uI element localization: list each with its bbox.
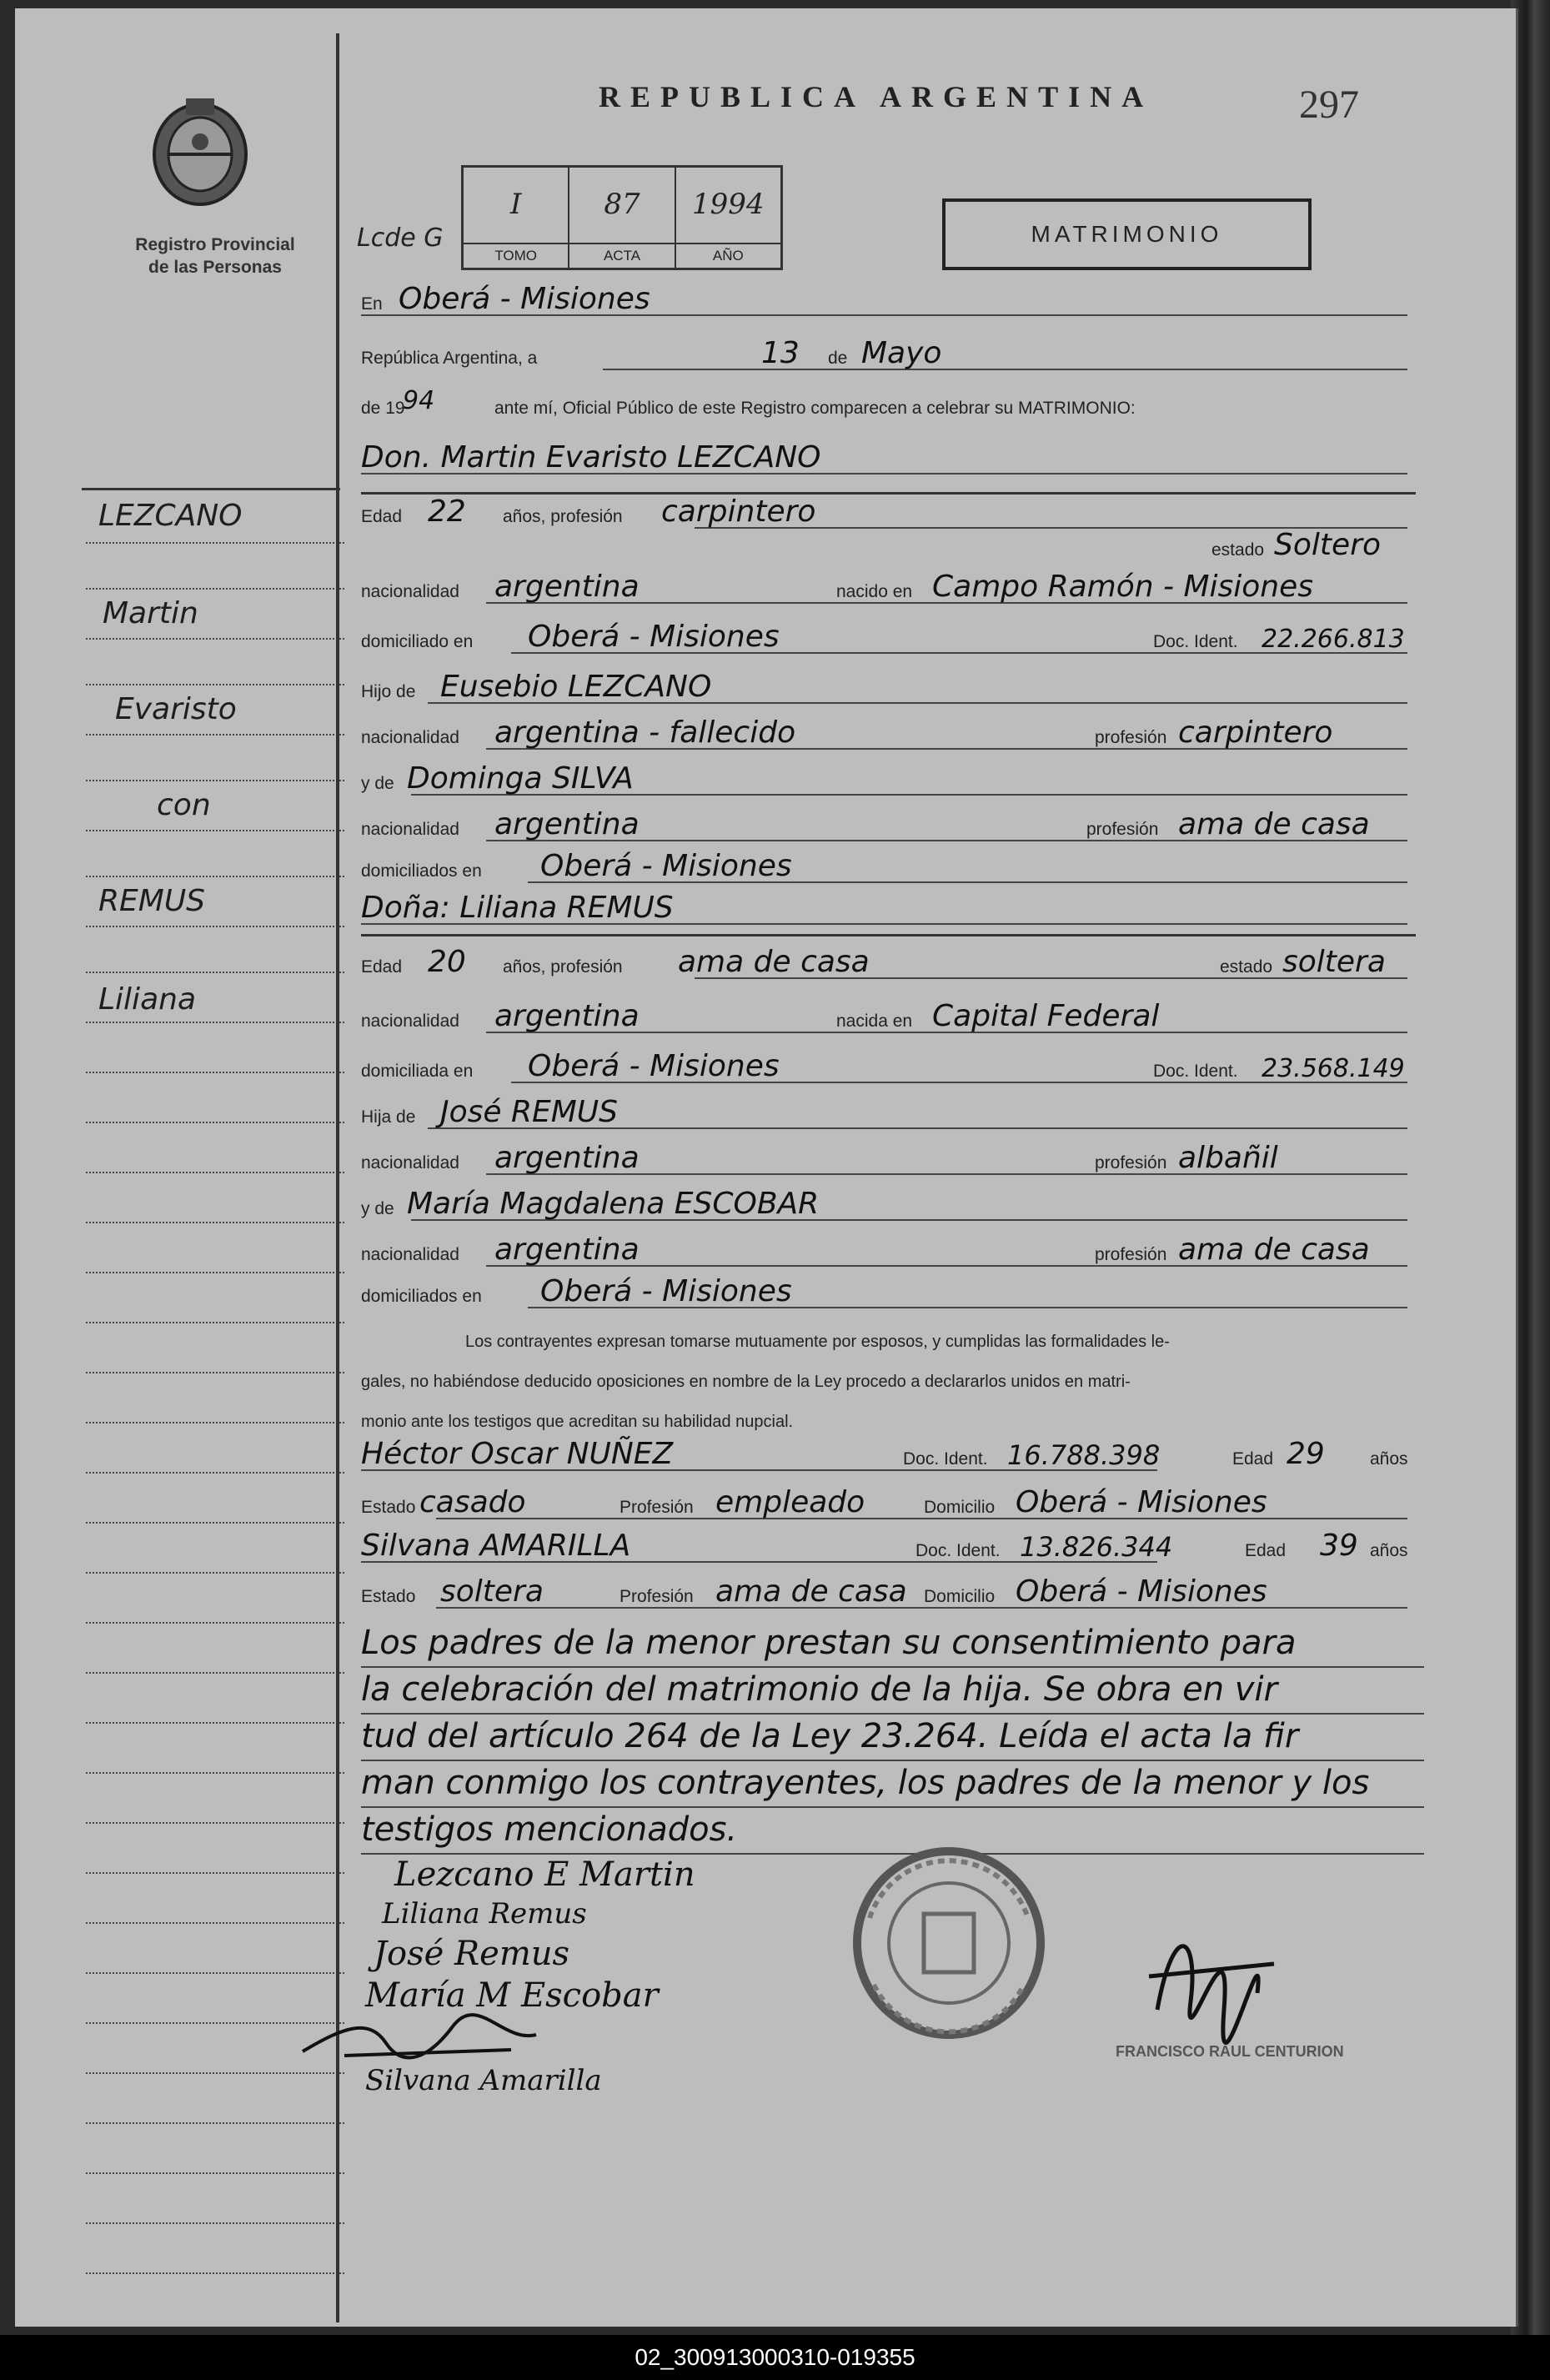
section-rule: [361, 934, 1416, 936]
witness-1-name: Héctor Oscar NUÑEZ: [361, 1437, 674, 1471]
year-prefix: de 19: [361, 399, 405, 418]
bride-age-row: [361, 945, 1407, 984]
margin-rule: [86, 1072, 344, 1073]
witness-1-estado-label: Estado: [361, 1498, 416, 1517]
act-id-box: [461, 165, 783, 270]
witness-1-age: 29: [1287, 1437, 1325, 1471]
groom-father-prof-label: profesión: [1095, 728, 1167, 747]
bride-mother-nat-label: nacionalidad: [361, 1245, 459, 1264]
groom-age-row: [361, 495, 1407, 534]
groom-birthplace: Campo Ramón - Misiones: [932, 570, 1314, 604]
groom-mother-row: [361, 761, 1407, 801]
bride-father: José REMUS: [440, 1095, 619, 1129]
groom-edad-label: Edad: [361, 507, 403, 526]
groom-estado-label: estado: [1211, 540, 1265, 560]
margin-rule: [86, 2072, 344, 2074]
witness-1-row: [361, 1437, 1408, 1476]
groom-dom-row: [361, 620, 1407, 659]
ledger-note: Lcde G: [357, 223, 444, 253]
margin-rule: [86, 588, 344, 590]
bride-parents-dom: Oberá - Misiones: [540, 1274, 792, 1308]
bride-dom-label: domiciliada en: [361, 1062, 474, 1081]
witness-1-signature: [294, 2010, 544, 2068]
groom-father-nat: argentina - fallecido: [494, 716, 796, 750]
statement: ante mí, Oficial Público de este Registro comparecen a celebrar su MATRIMONIO:: [494, 399, 1136, 418]
bride-name: Doña: Liliana REMUS: [361, 891, 674, 925]
registry-seal-icon: [849, 1843, 1049, 2043]
tomo-cell: [464, 168, 569, 268]
ano-value: 1994: [692, 188, 765, 221]
bride-father-prof-label: profesión: [1095, 1153, 1167, 1172]
witness-2-estado-label: Estado: [361, 1587, 416, 1606]
groom-dom-label: domiciliado en: [361, 632, 474, 651]
witness-2-dom-label: Domicilio: [924, 1587, 996, 1606]
declaration-line-2: gales, no habiéndose deducido oposiciones en nombre de la Ley procedo a declararlos unidos en matri-: [361, 1373, 1131, 1391]
margin-rule: [86, 780, 344, 781]
groom-father-nat-row: [361, 716, 1407, 755]
republic-label: República Argentina, a: [361, 349, 538, 368]
bride-parents-dom-label: domiciliados en: [361, 1287, 482, 1306]
groom-mother: Dominga SILVA: [407, 761, 634, 796]
witness-1-profession: empleado: [715, 1485, 865, 1519]
observation-line-5: testigos mencionados.: [361, 1806, 1424, 1855]
witness-2-doc-label: Doc. Ident.: [915, 1541, 1001, 1560]
margin-rule: [86, 1122, 344, 1123]
groom-born-label: nacido en: [836, 582, 913, 601]
groom-nat-row: [361, 570, 1407, 609]
witness-2-profession: ama de casa: [715, 1574, 907, 1609]
margin-rule: [86, 1922, 344, 1924]
margin-rule: [86, 972, 344, 973]
groom-estado-row: [361, 528, 1407, 567]
margin-name-groom-1: Martin: [103, 596, 198, 630]
ano-cell: [676, 168, 780, 268]
bride-nat-label: nacionalidad: [361, 1012, 459, 1031]
witness-1-detail-row: [361, 1485, 1407, 1524]
seal-caption-line-2: de las Personas: [148, 258, 282, 277]
signature-witness-2: Silvana Amarilla: [365, 2064, 602, 2097]
official-stamp-text: FRANCISCO RAUL CENTURION: [1116, 2043, 1344, 2060]
acta-cell: [569, 168, 675, 268]
bride-nat-row: [361, 999, 1407, 1038]
bride-father-nat-label: nacionalidad: [361, 1153, 459, 1172]
margin-rule: [86, 1722, 344, 1724]
de-label: de: [828, 349, 848, 368]
bride-mother-label: y de: [361, 1199, 394, 1218]
margin-rule: [86, 542, 344, 544]
bride-mother-nat: argentina: [494, 1233, 640, 1267]
observation-line-2: la celebración del matrimonio de la hija. Se obra en vir: [361, 1666, 1424, 1715]
margin-rule: [86, 1272, 344, 1273]
groom-father: Eusebio LEZCANO: [440, 670, 712, 704]
signature-bride-mother: María M Escobar: [365, 1976, 659, 2015]
groom-domicile: Oberá - Misiones: [528, 620, 780, 654]
bride-father-nat-row: [361, 1141, 1407, 1180]
signature-groom: Lezcano E Martin: [394, 1855, 695, 1894]
bride-birthplace: Capital Federal: [932, 999, 1160, 1033]
document-page: [15, 8, 1518, 2327]
witness-1-doc: 16.788.398: [1007, 1439, 1161, 1471]
margin-rule: [86, 1572, 344, 1574]
bride-domicile: Oberá - Misiones: [528, 1049, 780, 1083]
groom-father-prof: carpintero: [1178, 716, 1333, 750]
margin-column: [15, 8, 336, 2327]
observation-line-4: man conmigo los contrayentes, los padres de la menor y los: [361, 1760, 1424, 1808]
margin-rule: [86, 2272, 344, 2274]
bride-estado-label: estado: [1220, 957, 1273, 977]
groom-estado: Soltero: [1274, 528, 1381, 562]
bride-father-prof: albañil: [1178, 1141, 1278, 1175]
groom-mother-prof-label: profesión: [1086, 820, 1159, 839]
bride-mother-prof-label: profesión: [1095, 1245, 1167, 1264]
margin-surname-bride: REMUS: [98, 884, 206, 918]
margin-connector: con: [157, 788, 211, 822]
margin-name-bride: Liliana: [98, 982, 196, 1017]
seal-caption: [107, 233, 324, 279]
image-id-footer: 02_300913000310-019355: [0, 2335, 1550, 2380]
year-row: [361, 386, 1407, 425]
bride-age: 20: [428, 945, 466, 979]
bride-estado: soltera: [1282, 945, 1386, 979]
groom-name: Don. Martin Evaristo LEZCANO: [361, 440, 821, 474]
page-number: 297: [1299, 83, 1359, 127]
groom-mother-nat: argentina: [494, 807, 640, 841]
margin-rule: [86, 2222, 344, 2224]
witness-1-edad-label: Edad: [1232, 1449, 1274, 1469]
witness-1-estado: casado: [419, 1485, 526, 1519]
groom-mother-prof: ama de casa: [1178, 807, 1370, 841]
margin-rule: [86, 1622, 344, 1624]
witness-2-edad-label: Edad: [1245, 1541, 1287, 1560]
witness-2-domicile: Oberá - Misiones: [1016, 1574, 1267, 1609]
groom-anos-label: años, profesión: [503, 507, 623, 526]
witness-2-row: [361, 1529, 1408, 1568]
witness-2-prof-label: Profesión: [619, 1587, 694, 1606]
margin-rule: [86, 1522, 344, 1524]
margin-surname-groom: LEZCANO: [98, 499, 243, 533]
witness-2-detail-row: [361, 1574, 1407, 1614]
witness-1-anos-label: años: [1370, 1449, 1408, 1469]
day-value: 13: [761, 336, 800, 370]
declaration-line-3: monio ante los testigos que acreditan su habilidad nupcial.: [361, 1413, 794, 1431]
margin-rule: [86, 2172, 344, 2174]
witness-2-estado: soltera: [440, 1574, 544, 1609]
groom-nat-label: nacionalidad: [361, 582, 459, 601]
groom-mother-nat-label: nacionalidad: [361, 820, 459, 839]
place-prefix: En: [361, 294, 383, 314]
margin-rule: [86, 1972, 344, 1974]
groom-mother-nat-row: [361, 807, 1407, 846]
place-value: Oberá - Misiones: [399, 282, 650, 316]
margin-divider: [336, 33, 339, 2322]
margin-rule: [86, 1322, 344, 1323]
groom-father-label: Hijo de: [361, 682, 416, 701]
groom-age: 22: [428, 495, 466, 529]
groom-nationality: argentina: [494, 570, 640, 604]
bride-doc: 23.568.149: [1262, 1054, 1405, 1083]
signature-bride: Liliana Remus: [382, 1897, 587, 1931]
bride-mother: María Magdalena ESCOBAR: [407, 1187, 820, 1221]
bride-doc-label: Doc. Ident.: [1153, 1062, 1238, 1081]
section-rule: [361, 492, 1416, 495]
bride-name-row: [361, 891, 1407, 930]
groom-parents-dom-label: domiciliados en: [361, 861, 482, 881]
bride-born-label: nacida en: [836, 1012, 913, 1031]
groom-doc-label: Doc. Ident.: [1153, 632, 1238, 651]
official-signature: [1132, 1885, 1299, 2051]
witness-2-name: Silvana AMARILLA: [361, 1529, 631, 1563]
acta-value: 87: [604, 188, 640, 221]
bride-mother-prof: ama de casa: [1178, 1233, 1370, 1267]
margin-rule: [86, 734, 344, 736]
witness-2-age: 39: [1320, 1529, 1358, 1563]
bride-father-label: Hija de: [361, 1107, 416, 1127]
witness-1-prof-label: Profesión: [619, 1498, 694, 1517]
bride-mother-nat-row: [361, 1233, 1407, 1272]
groom-parents-dom-row: [361, 849, 1407, 888]
groom-mother-label: y de: [361, 774, 394, 793]
year-suffix: 94: [403, 386, 435, 415]
act-type-box: MATRIMONIO: [942, 198, 1312, 270]
margin-rule: [86, 1372, 344, 1373]
margin-rule: [86, 1672, 344, 1674]
seal-caption-line-1: Registro Provincial: [135, 235, 295, 254]
bride-father-row: [361, 1095, 1407, 1134]
margin-rule: [86, 1222, 344, 1223]
country-heading: REPUBLICA ARGENTINA: [599, 80, 1154, 113]
witness-2-anos-label: años: [1370, 1541, 1408, 1560]
witness-1-domicile: Oberá - Misiones: [1016, 1485, 1267, 1519]
bride-mother-row: [361, 1187, 1407, 1226]
groom-father-nat-label: nacionalidad: [361, 728, 459, 747]
margin-rule: [86, 638, 344, 640]
margin-rule: [86, 876, 344, 877]
bride-profession: ama de casa: [678, 945, 870, 979]
margin-rule: [86, 2122, 344, 2124]
bride-father-nat: argentina: [494, 1141, 640, 1175]
margin-rule: [86, 1172, 344, 1173]
groom-doc: 22.266.813: [1262, 625, 1405, 654]
bride-nationality: argentina: [494, 999, 640, 1033]
month-value: Mayo: [861, 336, 942, 370]
official-signature-block: [1116, 1885, 1407, 2076]
bride-edad-label: Edad: [361, 957, 403, 977]
margin-rule: [86, 1422, 344, 1423]
place-row: [361, 282, 1407, 321]
tomo-label: TOMO: [464, 243, 568, 268]
margin-rule: [86, 1872, 344, 1874]
tomo-value: I: [509, 188, 522, 221]
margin-rule: [86, 926, 344, 927]
margin-rule: [86, 1472, 344, 1474]
coat-of-arms-icon: [144, 92, 257, 208]
groom-father-row: [361, 670, 1407, 709]
bride-dom-row: [361, 1049, 1407, 1088]
declaration-line-1: Los contrayentes expresan tomarse mutuamente por esposos, y cumplidas las formalidades le-: [465, 1333, 1170, 1351]
margin-rule: [86, 1822, 344, 1824]
observation-line-3: tud del artículo 264 de la Ley 23.264. Leída el acta la fir: [361, 1713, 1424, 1761]
date-row: [361, 336, 1407, 375]
margin-rule: [82, 488, 340, 490]
bride-parents-dom-row: [361, 1274, 1407, 1313]
acta-label: ACTA: [569, 243, 674, 268]
groom-profession: carpintero: [661, 495, 816, 529]
margin-rule: [86, 830, 344, 831]
ano-label: AÑO: [676, 243, 780, 268]
witness-1-doc-label: Doc. Ident.: [903, 1449, 988, 1469]
groom-name-row: [361, 440, 1407, 480]
margin-name-groom-2: Evaristo: [115, 692, 237, 726]
groom-parents-dom: Oberá - Misiones: [540, 849, 792, 883]
bride-anos-label: años, profesión: [503, 957, 623, 977]
margin-rule: [86, 1022, 344, 1023]
margin-rule: [86, 684, 344, 685]
observation-line-1: Los padres de la menor prestan su consentimiento para: [361, 1619, 1424, 1668]
margin-rule: [86, 1772, 344, 1774]
signature-bride-father: José Remus: [374, 1935, 570, 1973]
witness-1-dom-label: Domicilio: [924, 1498, 996, 1517]
witness-2-doc: 13.826.344: [1020, 1531, 1173, 1563]
